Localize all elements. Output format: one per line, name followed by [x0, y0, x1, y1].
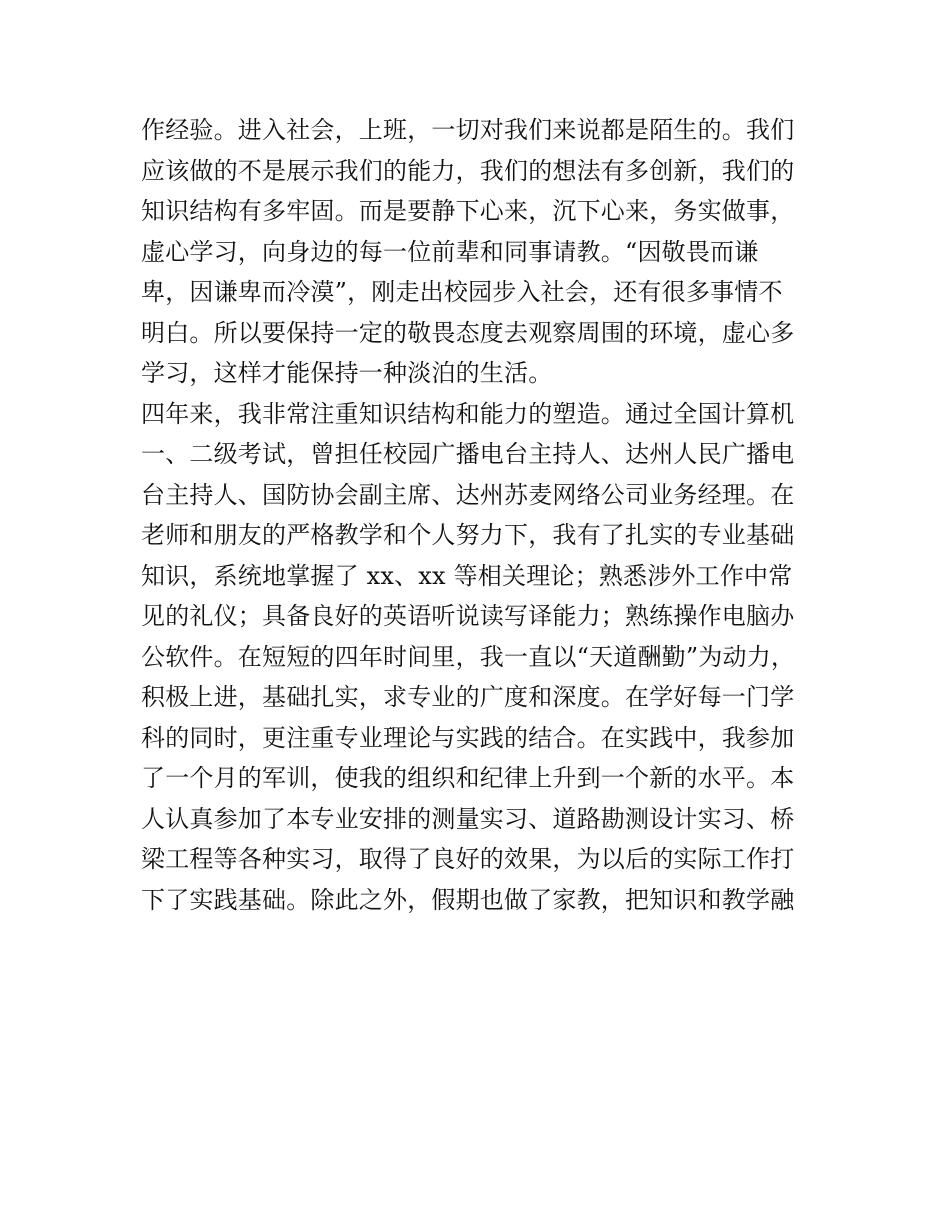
text-line: 科的同时，更注重专业理论与实践的结合。在实践中，我参加: [141, 723, 795, 752]
text-line: 应该做的不是展示我们的能力，我们的想法有多创新，我们的: [141, 156, 795, 185]
text-line: 老师和朋友的严格教学和个人努力下，我有了扎实的专业基础: [141, 521, 795, 549]
text-line: 作经验。进入社会，上班，一切对我们来说都是陌生的。我们: [141, 116, 795, 144]
text-line: 梁工程等各种实习，取得了良好的效果，为以后的实际工作打: [141, 845, 795, 873]
body-text: [141, 110, 821, 920]
text-line: 积极上进，基础扎实，求专业的广度和深度。在学好每一门学: [141, 683, 795, 711]
text-line: 知识结构有多牢固。而是要静下心来，沉下心来，务实做事，: [141, 197, 795, 225]
text-line: 一、二级考试，曾担任校园广播电台主持人、达州人民广播电: [141, 440, 795, 468]
text-line: 了一个月的军训，使我的组织和纪律上升到一个新的水平。本: [141, 764, 795, 792]
text-line: 卑，因谦卑而冷漠”，刚走出校园步入社会，还有很多事情不: [141, 278, 783, 306]
text-line: 公软件。在短短的四年时间里，我一直以“天道酬勤”为动力，: [141, 642, 796, 671]
text-line: 下了实践基础。除此之外，假期也做了家教，把知识和教学融: [141, 885, 795, 914]
text-line: 台主持人、国防协会副主席、达州苏麦网络公司业务经理。在: [141, 480, 795, 509]
text-line: 人认真参加了本专业安排的测量实习、道路勘测设计实习、桥: [141, 804, 795, 833]
text-line: 知识，系统地掌握了 xx、xx 等相关理论；熟悉涉外工作中常: [141, 561, 793, 590]
text-line: 明白。所以要保持一定的敬畏态度去观察周围的环境，虚心多: [141, 318, 795, 347]
text-line: 虚心学习，向身边的每一位前辈和同事请教。“因敬畏而谦: [141, 237, 759, 266]
text-line: 见的礼仪；具备良好的英语听说读写译能力；熟练操作电脑办: [141, 602, 795, 630]
text-line: 学习，这样才能保持一种淡泊的生活。: [141, 359, 553, 387]
text-line: 四年来，我非常注重知识结构和能力的塑造。通过全国计算机: [141, 399, 795, 428]
